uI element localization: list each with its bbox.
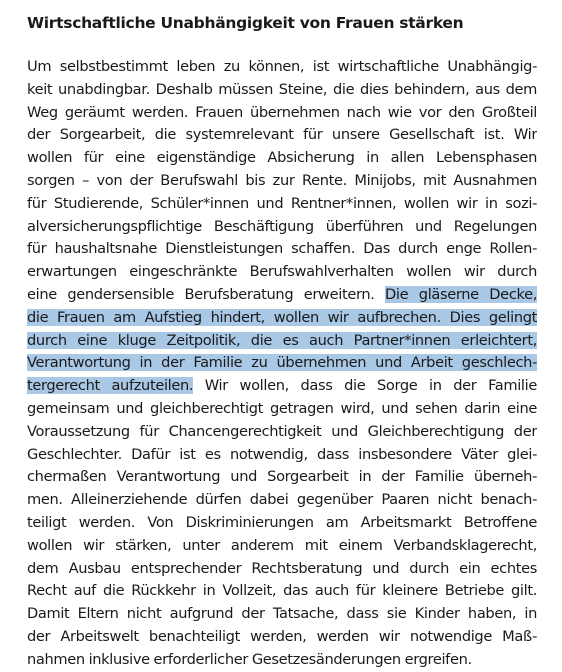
text-line — [27, 330, 537, 353]
text-line — [27, 102, 537, 125]
text-line — [27, 421, 537, 444]
text-line — [27, 284, 537, 307]
text-line — [27, 261, 537, 284]
text-line — [27, 444, 537, 467]
text-segment: alversicherungspflichtige Beschäftigung überführen und Regelungen — [27, 217, 537, 235]
text-segment: der Arbeitswelt benachteiligt werden, werden wir notwendige Maß- — [27, 627, 537, 645]
text-line — [27, 216, 537, 239]
text-segment: gemeinsam und gleichberechtigt getragen wird, und sehen darin eine — [27, 399, 537, 417]
body-paragraph — [27, 56, 537, 672]
text-line — [27, 79, 537, 102]
text-line — [27, 56, 537, 79]
text-line — [27, 352, 537, 375]
text-segment: wollen wir stärken, unter anderem mit einem Verbandsklagerecht, — [27, 536, 537, 554]
text-segment: Wir wollen, dass die Sorge in der Familie — [193, 377, 537, 395]
text-segment: chermaßen Verantwortung und Sorgearbeit in der Familie überneh- — [27, 468, 537, 486]
text-segment: Um selbstbestimmt leben zu können, ist wirtschaftliche Unabhängig- — [27, 58, 537, 75]
text-line — [27, 649, 537, 672]
text-segment: men. Alleinerziehende dürfen dabei gegenüber Paaren nicht benach- — [27, 491, 537, 509]
text-line — [27, 193, 537, 216]
text-segment: wollen für eine eigenständige Absicherung in allen Lebensphasen — [27, 149, 537, 167]
text-segment: dem Ausbau entsprechender Rechtsberatung und durch ein echtes — [27, 559, 537, 577]
text-segment: Damit Eltern nicht aufgrund der Tatsache, dass sie Kinder haben, in — [27, 605, 537, 623]
text-line — [27, 535, 537, 558]
text-line — [27, 626, 537, 649]
text-line — [27, 398, 537, 421]
text-segment: Geschlechter. Dafür ist es notwendig, dass insbesondere Väter glei- — [27, 445, 537, 463]
text-line — [27, 466, 537, 489]
text-line — [27, 603, 537, 626]
highlighted-text: tergerecht aufzuteilen. — [27, 377, 194, 395]
text-line — [27, 580, 537, 603]
highlighted-text: Die gläserne Decke, — [385, 285, 537, 303]
highlighted-text: durch eine kluge Zeitpolitik, die es auch Partner*innen erleichtert, — [27, 331, 537, 349]
text-segment: Voraussetzung für Chancengerechtigkeit und Gleichberechtigung der — [27, 422, 537, 440]
text-segment: Recht auf die Rückkehr in Vollzeit, das auch für kleinere Betriebe gilt. — [27, 582, 537, 600]
text-line — [27, 124, 537, 147]
text-line — [27, 147, 537, 170]
text-line — [27, 307, 537, 330]
text-line — [27, 238, 537, 261]
document-page — [27, 10, 537, 672]
highlighted-text: Verantwortung in der Familie zu übernehmen und Arbeit geschlech- — [27, 354, 537, 372]
text-segment: erwartungen eingeschränkte Berufswahlverhalten wollen wir durch — [27, 263, 537, 281]
text-segment: sorgen – von der Berufswahl bis zur Rente. Minijobs, mit Ausnahmen — [27, 171, 537, 189]
text-segment: keit unabdingbar. Deshalb müssen Steine, die dies behindern, aus dem — [27, 80, 537, 98]
text-segment: für haushaltsnahe Dienstleistungen schaffen. Das durch enge Rollen- — [27, 240, 537, 258]
section-heading: Wirtschaftliche Unabhängigkeit von Frauen stärken — [27, 14, 464, 32]
highlighted-text: die Frauen am Aufstieg hindert, wollen wir aufbrechen. Dies gelingt — [27, 308, 537, 326]
text-line — [27, 489, 537, 512]
text-segment: Weg geräumt werden. Frauen übernehmen nach wie vor den Großteil — [27, 103, 537, 121]
text-segment: eine gendersensible Berufsberatung erweitern. — [27, 285, 386, 303]
text-line — [27, 558, 537, 581]
text-segment: der Sorgearbeit, die systemrelevant für unsere Gesellschaft ist. Wir — [27, 126, 537, 144]
text-line — [27, 375, 537, 398]
text-segment: nahmen inklusive erforderlicher Gesetzesänderungen ergreifen. — [27, 650, 472, 668]
text-segment: für Studierende, Schüler*innen und Rentner*innen, wollen wir in sozi- — [27, 194, 537, 212]
text-line — [27, 512, 537, 535]
text-segment: teiligt werden. Von Diskriminierungen am Arbeitsmarkt Betroffene — [27, 513, 537, 531]
text-line — [27, 170, 537, 193]
